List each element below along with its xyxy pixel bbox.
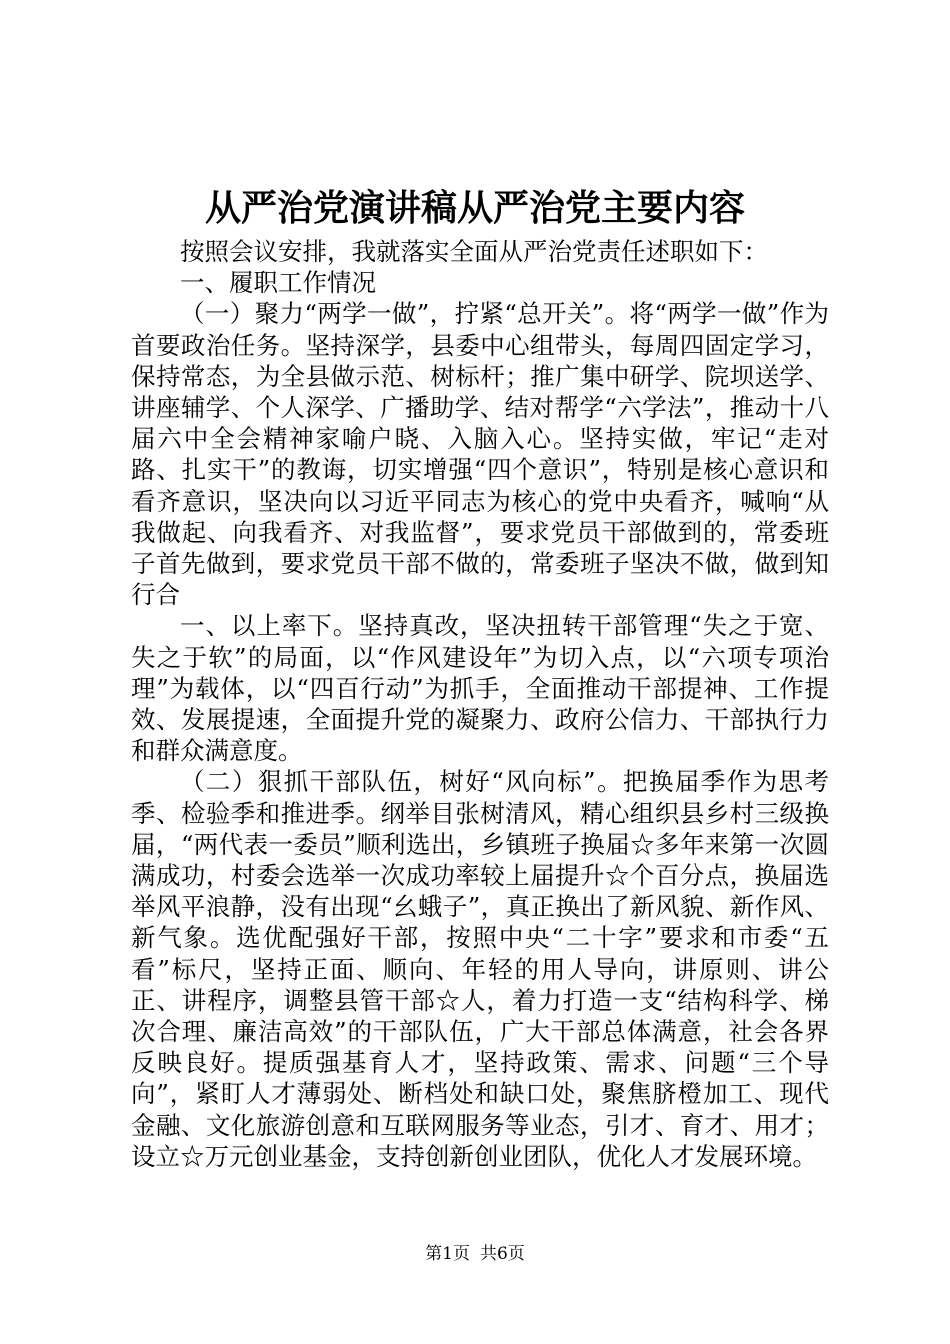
- page-footer: [0, 1242, 950, 1266]
- body-paragraph: 一、以上率下。坚持真改，坚决扭转干部管理“失之于宽、失之于软”的局面，以“作风建设年”为切入点，以“六项专项治理”为载体，以“四百行动”为抓手，全面推动干部提神、工作提效、发展提速，全面提升党的凝聚力、政府公信力、干部执行力和群众满意度。: [131, 611, 829, 766]
- section-heading: 一、履职工作情况: [180, 268, 376, 298]
- intro-paragraph: 按照会议安排，我就落实全面从严治党责任述职如下：: [180, 237, 768, 266]
- document-body: [131, 236, 829, 1172]
- page-number: 第1页: [425, 1244, 470, 1264]
- body-paragraph: （一）聚力“两学一做”，拧紧“总开关”。将“两学一做”作为首要政治任务。坚持深学，县委中心组带头，每周四固定学习，保持常态，为全县做示范、树标杆；推广集中研学、院坝送学、讲座辅学、个人深学、广播助学、结对帮学“六学法”，推动十八届六中全会精神家喻户晓、入脑入心。坚持实做，牢记“走对路、扎实干”的教诲，切实增强“四个意识”，特别是核心意识和看齐意识，坚决向以习近平同志为核心的党中央看齐，喊响“从我做起、向我看齐、对我监督”，要求党员干部做到的，常委班子首先做到，要求党员干部不做的，常委班子坚决不做，做到知行合: [131, 299, 829, 610]
- page-total: 共6页: [480, 1244, 525, 1264]
- document-title: 从严治党演讲稿从严治党主要内容: [204, 187, 745, 229]
- body-paragraph: （二）狠抓干部队伍，树好“风向标”。把换届季作为思考季、检验季和推进季。纲举目张树清风，精心组织县乡村三级换届，“两代表一委员”顺利选出，乡镇班子换届☆多年来第一次圆满成功，村委会选举一次成功率较上届提升☆个百分点，换届选举风平浪静，没有出现“幺蛾子”，真正换出了新风貌、新作风、新气象。选优配强好干部，按照中央“二十字”要求和市委“五看”标尺，坚持正面、顺向、年轻的用人导向，讲原则、讲公正、讲程序，调整县管干部☆人，着力打造一支“结构科学、梯次合理、廉洁高效”的干部队伍，广大干部总体满意，社会各界反映良好。提质强基育人才，坚持政策、需求、问题“三个导向”，紧盯人才薄弱处、断档处和缺口处，聚焦脐橙加工、现代金融、文化旅游创意和互联网服务等业态，引才、育才、用才；设立☆万元创业基金，支持创新创业团队，优化人才发展环境。: [131, 767, 829, 1171]
